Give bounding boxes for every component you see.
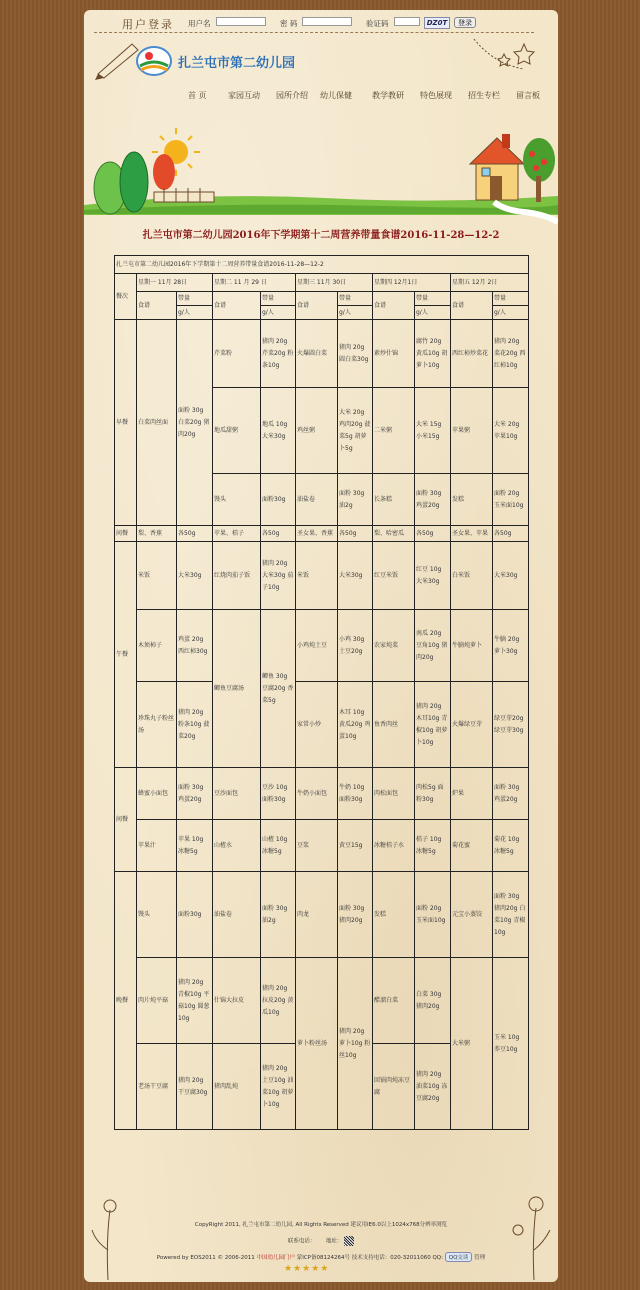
qty-cell: 苹果 10g 冰糖5g	[177, 820, 213, 872]
qty-cell: 大米 20g 鸡肉20g 菠菜5g 胡萝卜5g	[338, 388, 373, 474]
qty-cell: 猪肉 20g 木耳10g 青椒10g 胡萝卜10g	[415, 682, 451, 768]
meal-label: 午餐	[115, 542, 137, 768]
meal-label: 间餐	[115, 768, 137, 872]
main-nav	[184, 90, 554, 102]
food-cell: 圣女果、苹果	[451, 526, 493, 542]
qty-cell: 面粉 30g 油2g	[261, 872, 296, 958]
food-cell: 豆浆	[296, 820, 338, 872]
copyright-text: CopyRight 2011, 扎兰屯市第二幼儿园, All Rights Reserved 建议用IE6.0以上1024x768分辨率浏览	[194, 1222, 448, 1228]
unit-subheader: g/人	[493, 306, 529, 320]
day-header: 星期五 12月 2日	[451, 274, 529, 292]
qty-cell: 各50g	[415, 526, 451, 542]
food-cell: 素炒什锦	[373, 320, 415, 388]
qty-cell: 面粉 30g 油2g	[338, 474, 373, 526]
qty-cell: 面粉 20g 玉米面10g	[415, 872, 451, 958]
page-container	[84, 10, 558, 1282]
qty-cell: 猪肉 20g 萝卜10g 粉丝10g	[338, 958, 373, 1130]
food-cell: 萝卜粉丝汤	[296, 958, 338, 1130]
food-cell: 火爆圆白菜	[296, 320, 338, 388]
qty-cell: 肉松5g 面粉30g	[415, 768, 451, 820]
nav-item-guestbook[interactable]: 留言板	[516, 91, 540, 100]
qty-cell: 猪肉 20g 土豆10g 油菜10g 胡萝卜10g	[261, 1044, 296, 1130]
dashed-divider	[94, 32, 534, 33]
food-cell: 鸡丝粥	[296, 388, 338, 474]
username-label: 用户名	[188, 19, 211, 28]
table-caption: 扎兰屯市第二幼儿园2016年下学期第十二周营养带量食谱2016-11-28—12-2	[115, 256, 529, 274]
qty-cell: 牛奶 10g 面粉30g	[338, 768, 373, 820]
food-cell: 肉龙	[296, 872, 338, 958]
qty-cell: 面粉30g	[177, 872, 213, 958]
food-cell: 小鸡炖土豆	[296, 610, 338, 682]
qr-code-icon	[344, 1236, 354, 1246]
table-row	[115, 610, 529, 682]
qty-cell: 大米 20g 苹果10g	[493, 388, 529, 474]
qty-cell: 白菜 30g 猪肉20g	[415, 958, 451, 1044]
house-icon	[470, 134, 524, 200]
menu-table-wrapper	[114, 255, 528, 1130]
password-input[interactable]	[302, 17, 352, 26]
meal-header: 餐次	[115, 274, 137, 320]
nav-item-enrollment[interactable]: 招生专栏	[468, 91, 500, 100]
icp-link[interactable]: 蒙ICP备08124264号	[296, 1255, 350, 1261]
table-row	[115, 320, 529, 388]
qty-cell: 猪肉 20g 粉条10g 菠菜20g	[177, 682, 213, 768]
captcha-image[interactable]: DZ0T	[424, 17, 450, 29]
food-subheader: 食谱	[296, 292, 338, 320]
table-row	[115, 526, 529, 542]
unit-subheader: g/人	[177, 306, 213, 320]
food-cell: 油盐卷	[296, 474, 338, 526]
table-row	[115, 542, 529, 610]
logo-icon	[136, 46, 172, 76]
food-cell: 蜂蜜小面包	[137, 768, 177, 820]
food-cell: 芹菜粉	[213, 320, 261, 388]
qty-subheader: 带量	[177, 292, 213, 306]
food-cell: 梨、香蕉	[137, 526, 177, 542]
qty-cell: 豆沙 10g 面粉30g	[261, 768, 296, 820]
site-name: 扎兰屯市第二幼儿园	[178, 56, 296, 71]
qty-cell: 绿豆芽20g 绿豆芽30g	[493, 682, 529, 768]
qty-cell: 面粉 30g 猪肉20g	[338, 872, 373, 958]
table-row	[115, 682, 529, 768]
food-subheader: 食谱	[373, 292, 415, 320]
qty-cell: 木耳 10g 黄瓜20g 鸡蛋10g	[338, 682, 373, 768]
qty-cell: 大米30g	[177, 542, 213, 610]
food-subheader: 食谱	[213, 292, 261, 320]
food-cell: 馒头	[137, 872, 177, 958]
login-button[interactable]: 登录	[454, 17, 476, 28]
day-header: 星期一 11月 28日	[137, 274, 213, 292]
food-cell: 苹果粥	[451, 388, 493, 474]
apple-tree-icon	[523, 138, 555, 202]
food-cell: 米饭	[137, 542, 177, 610]
table-row	[115, 274, 529, 292]
qty-cell: 面粉 30g 鸡蛋20g	[415, 474, 451, 526]
qty-cell: 黄豆15g	[338, 820, 373, 872]
qty-cell: 菊花 10g 冰糖5g	[493, 820, 529, 872]
food-cell: 豆沙面包	[213, 768, 261, 820]
username-input[interactable]	[216, 17, 266, 26]
qty-cell: 牛腩 20g 萝卜30g	[493, 610, 529, 682]
address-label: 地址：	[325, 1238, 343, 1245]
food-cell: 珍珠丸子粉丝汤	[137, 682, 177, 768]
qty-cell: 玉米 10g 荞豆10g	[493, 958, 529, 1130]
food-cell: 二米粥	[373, 388, 415, 474]
qty-cell: 各50g	[261, 526, 296, 542]
contact-label: 联系电话：	[287, 1238, 316, 1245]
qty-cell: 大米 15g 小米15g	[415, 388, 451, 474]
food-cell: 红豆米饭	[373, 542, 415, 610]
food-subheader: 食谱	[137, 292, 177, 320]
qty-cell: 猪肉 20g 油菜10g 冻豆腐20g	[415, 1044, 451, 1130]
qty-cell: 猪肉 20g 拉皮20g 黄瓜10g	[261, 958, 296, 1044]
qty-cell: 面粉 20g 玉米面10g	[493, 474, 529, 526]
food-cell: 大米粥	[451, 958, 493, 1130]
table-row	[115, 820, 529, 872]
nav-item-interaction[interactable]: 家园互动	[228, 91, 260, 100]
food-cell: 农家炖菜	[373, 610, 415, 682]
qty-cell: 猪肉 20g 干豆腐30g	[177, 1044, 213, 1130]
nav-item-about[interactable]: 园所介绍	[276, 91, 308, 100]
food-subheader: 食谱	[451, 292, 493, 320]
food-cell: 老汤干豆腐	[137, 1044, 177, 1130]
food-cell: 肉片炖平菇	[137, 958, 177, 1044]
food-cell: 猪肉乱炖	[213, 1044, 261, 1130]
meal-label: 早餐	[115, 320, 137, 526]
powered-text: Powered by EOS2011 © 2006-2011	[156, 1255, 255, 1261]
food-cell: 发糕	[373, 872, 415, 958]
food-cell: 什锦大拉皮	[213, 958, 261, 1044]
qty-cell: 猪肉 20g 大米30g 茄子10g	[261, 542, 296, 610]
unit-subheader: g/人	[338, 306, 373, 320]
stars-decoration-icon	[454, 34, 554, 84]
qty-cell: 大米30g	[493, 542, 529, 610]
qty-subheader: 带量	[261, 292, 296, 306]
food-cell: 鲫鱼豆腐汤	[213, 610, 261, 768]
captcha-input[interactable]	[394, 17, 420, 26]
food-cell: 圣女果、香蕉	[296, 526, 338, 542]
qty-cell: 各50g	[177, 526, 213, 542]
meal-label: 晚餐	[115, 872, 137, 1130]
qty-cell: 各50g	[493, 526, 529, 542]
page-title: 扎兰屯市第二幼儿园2016年下学期第十二周营养带量食谱2016-11-28—12-2	[142, 230, 500, 241]
qty-cell: 面粉30g	[261, 474, 296, 526]
unit-subheader: g/人	[261, 306, 296, 320]
day-header: 星期三 11月 30日	[296, 274, 373, 292]
flower-decoration-icon	[88, 1190, 128, 1280]
qty-cell: 猪肉 20g 圆白菜30g	[338, 320, 373, 388]
qty-subheader: 带量	[415, 292, 451, 306]
qq-chat-button[interactable]: QQ交谈	[445, 1252, 473, 1262]
food-cell: 白米饭	[451, 542, 493, 610]
food-cell: 梨、哈密瓜	[373, 526, 415, 542]
qty-cell: 面粉 30g 鸡蛋20g	[493, 768, 529, 820]
table-row	[115, 292, 529, 306]
food-cell: 木须柿子	[137, 610, 177, 682]
menu-table	[114, 255, 529, 1130]
food-cell: 牛腩炖萝卜	[451, 610, 493, 682]
food-cell: 苹果汁	[137, 820, 177, 872]
qty-cell: 地瓜 10g 大米30g	[261, 388, 296, 474]
food-cell: 馒头	[213, 474, 261, 526]
qty-cell: 各50g	[338, 526, 373, 542]
qty-cell: 红豆 10g 大米30g	[415, 542, 451, 610]
rating-stars-icon: ★★★★★	[284, 1264, 330, 1274]
qty-cell: 猪肉 20g 菜花20g 西红柿10g	[493, 320, 529, 388]
food-cell: 苹果、桔子	[213, 526, 261, 542]
qty-cell: 山楂 10g 冰糖5g	[261, 820, 296, 872]
password-label: 密 码	[280, 19, 298, 28]
unit-subheader: g/人	[415, 306, 451, 320]
login-title: 用户登录	[122, 18, 174, 31]
nav-item-features[interactable]: 特色展现	[420, 91, 452, 100]
nav-item-home[interactable]: 首 页	[188, 91, 207, 100]
meal-label: 间餐	[115, 526, 137, 542]
table-row	[115, 256, 529, 274]
portal-link[interactable]: 中国幼儿园门户	[256, 1255, 295, 1261]
food-cell: 菊花蜜	[451, 820, 493, 872]
food-cell: 地瓜甜粥	[213, 388, 261, 474]
nav-item-health[interactable]: 幼儿保健	[320, 91, 352, 100]
qty-cell: 猪肉 20g 芹菜20g 粉条10g	[261, 320, 296, 388]
qty-cell: 猪肉 20g 青椒10g 平菇10g 圆葱10g	[177, 958, 213, 1044]
qty-cell: 桔子 10g 冰糖5g	[415, 820, 451, 872]
nav-item-teaching[interactable]: 教学教研	[372, 91, 404, 100]
food-cell: 家常小炒	[296, 682, 338, 768]
captcha-label: 验证码	[366, 19, 389, 28]
qty-cell: 面粉 30g 猪肉20g 白菜10g 青椒10g	[493, 872, 529, 958]
food-cell: 鱼香肉丝	[373, 682, 415, 768]
qty-cell: 面粉 30g 鸡蛋20g	[177, 768, 213, 820]
qty-cell: 小鸡 30g 土豆20g	[338, 610, 373, 682]
food-cell: 肉松面包	[373, 768, 415, 820]
food-cell: 山楂水	[213, 820, 261, 872]
qty-cell: 鸡蛋 20g 西红柿30g	[177, 610, 213, 682]
flower-decoration-right-icon	[504, 1190, 558, 1280]
powered-row	[84, 1252, 558, 1262]
qty-subheader: 带量	[338, 292, 373, 306]
food-cell: 元宝小蒸饺	[451, 872, 493, 958]
food-cell: 红烧肉茄子饭	[213, 542, 261, 610]
day-header: 星期二 11 月 29 日	[213, 274, 296, 292]
food-cell: 醋溜白菜	[373, 958, 415, 1044]
food-cell: 火爆绿豆芽	[451, 682, 493, 768]
qty-subheader: 带量	[493, 292, 529, 306]
food-cell: 发糕	[451, 474, 493, 526]
qty-cell: 面粉 30g 白菜20g 猪肉20g	[177, 320, 213, 526]
food-cell: 米饭	[296, 542, 338, 610]
food-cell: 西红柿炒菜花	[451, 320, 493, 388]
food-cell: 炉果	[451, 768, 493, 820]
contact-row	[84, 1236, 558, 1246]
login-bar	[84, 14, 558, 30]
qty-cell: 鲫鱼 30g 豆腐20g 香菜5g	[261, 610, 296, 768]
food-cell: 冰糖桔子水	[373, 820, 415, 872]
food-cell: 油盐卷	[213, 872, 261, 958]
table-row	[115, 872, 529, 958]
qty-cell: 腐竹 20g 黄瓜10g 胡萝卜10g	[415, 320, 451, 388]
food-cell: 牛奶小面包	[296, 768, 338, 820]
day-header: 星期四 12月1日	[373, 274, 451, 292]
food-cell: 白菜肉丝面	[137, 320, 177, 526]
admin-link[interactable]: 管理	[474, 1255, 486, 1261]
food-cell: 长条糕	[373, 474, 415, 526]
pencil-icon	[92, 36, 142, 80]
qty-cell: 大米30g	[338, 542, 373, 610]
qty-cell: 南瓜 20g 豆角10g 猪肉20g	[415, 610, 451, 682]
food-cell: 回锅肉炖冻豆腐	[373, 1044, 415, 1130]
table-row	[115, 768, 529, 820]
support-text: 技术支持电话：020-32011060 QQ:	[351, 1255, 443, 1261]
table-row	[115, 958, 529, 1044]
banner-illustration	[84, 110, 558, 225]
